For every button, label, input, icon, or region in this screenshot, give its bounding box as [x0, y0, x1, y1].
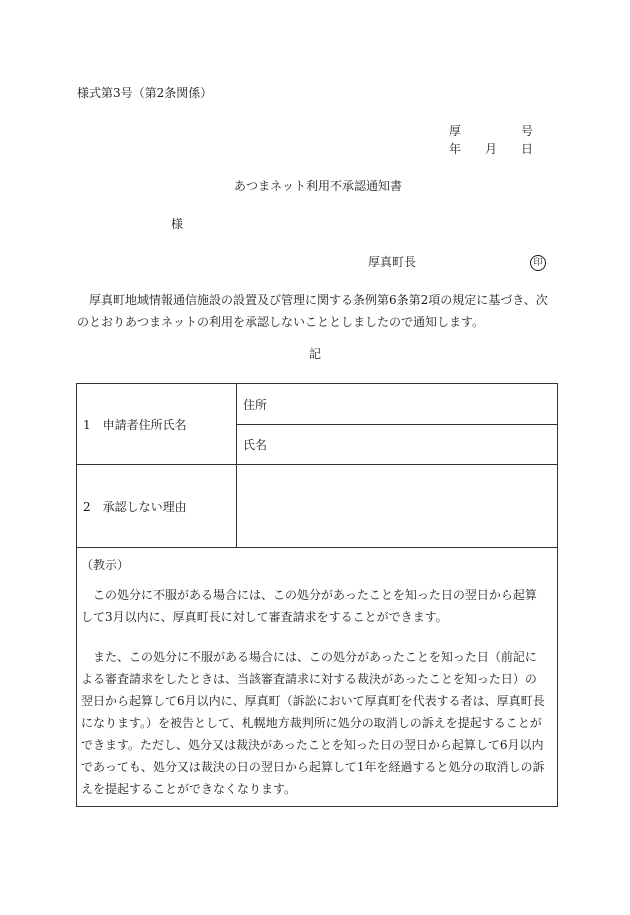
applicant-label-cell — [77, 384, 237, 465]
notice-heading: （教示） — [81, 558, 130, 572]
notice-table — [76, 383, 558, 807]
recipient-suffix: 様 — [171, 217, 184, 231]
address-label: 住所 — [243, 397, 268, 412]
reason-label: 2 承認しない理由 — [83, 499, 187, 514]
reason-value-cell — [237, 465, 558, 548]
notice-paragraph-1: この処分に不服がある場合には、この処分があったことを知った日の翌日から起算して3月以内に、厚真町長に対して審査請求をすることができます。 — [81, 588, 537, 624]
date-year-label: 年 — [449, 142, 462, 156]
ki-label: 記 — [309, 347, 322, 361]
applicant-label: 1 申請者住所氏名 — [83, 417, 187, 432]
name-cell — [237, 425, 558, 465]
reason-label-cell — [77, 465, 237, 548]
address-cell — [237, 384, 558, 425]
notice-cell — [77, 548, 558, 807]
name-label: 氏名 — [243, 438, 268, 452]
doc-number-label: 号 — [521, 124, 534, 138]
doc-office-label: 厚 — [449, 124, 462, 138]
notice-paragraph-2: また、この処分に不服がある場合には、この処分があったことを知った日（前記による審査請求をしたときは、当該審査請求に対する裁決があったことを知った日）の翌日から起算して6月以内に、厚真町（訴訟において厚真町を代表する者は、厚真町長になります。）を被告として、札幌地方裁判所に処分の取消しの訴えを提起することができます。ただし、処分又は裁決があったことを知った日の翌日から起算して6月以内であっても、処分又は裁決の日の翌日から起算して1年を経過すると処分の取消しの訴えを提起することができなくなります。 — [81, 650, 545, 796]
form-number: 様式第3号（第2条関係） — [77, 86, 213, 100]
sender-name: 厚真町長 — [368, 255, 417, 269]
date-month-label: 月 — [485, 142, 498, 156]
date-day-label: 日 — [521, 142, 534, 156]
body-text: 厚真町地域情報通信施設の設置及び管理に関する条例第6条第2項の規定に基づき、次のとおりあつまネットの利用を承認しないこととしましたので通知します。 — [77, 293, 548, 329]
document-title: あつまネット利用不承認通知書 — [234, 179, 403, 193]
seal-mark: 印 — [530, 255, 546, 271]
